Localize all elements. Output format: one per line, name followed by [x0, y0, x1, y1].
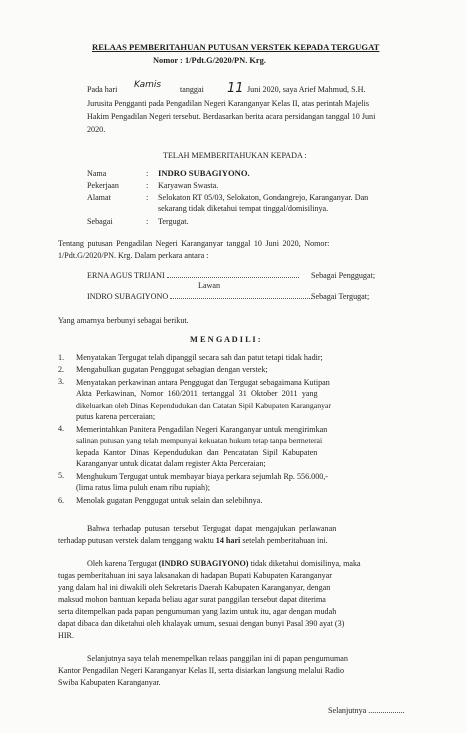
- colon: :: [146, 217, 149, 226]
- item-line: Mengabulkan gugatan Penggugat sebagian dengan verstek;: [76, 365, 268, 374]
- bahwa-line-2-post: setelah pemberitahuan ini.: [242, 536, 328, 545]
- selanjutnya-line-2: Kantor Pengadilan Negeri Karanganyar Kelas II, serta disiarkan langsung melalui Radio: [58, 666, 345, 675]
- amar-intro: Yang amarnya berbunyi sebagai berikut.: [58, 316, 189, 325]
- item-text: [76, 424, 407, 470]
- oleh-name: (INDRO SUBAGIYONO): [158, 559, 249, 568]
- bahwa-line-1: Bahwa terhadap putusan tersebut Tergugat dapat mengajukan perlawanan: [87, 524, 337, 533]
- item-number: 2.: [58, 365, 65, 374]
- lawan-label: Lawan: [198, 281, 221, 290]
- penggugat-name: [87, 271, 299, 282]
- item-line: (lima ratus lima puluh enam ribu rupiah);: [76, 483, 210, 493]
- tentang-line-1: Tentang putusan Pengadilan Negeri Karanganyar tanggal 10 Juni 2020, Nomor:: [58, 239, 330, 248]
- item-number: 5.: [58, 471, 65, 480]
- oleh-line: dapat dibaca dan diketahui oleh khalayak umum, sesuai dengan bunyi Pasal 390 ayat (3): [58, 619, 345, 628]
- oleh-line: tugas pemberitahuan ini saya laksanakan di hadapan Bupati Kabupaten Karanganyar: [58, 571, 332, 580]
- item-number: 4.: [58, 424, 65, 433]
- bahwa-line-2-pre: terhadap putusan verstek dalam tenggang waktu: [58, 536, 214, 545]
- opening-pre: Pada hari: [87, 85, 118, 94]
- pekerjaan-value: Karyawan Swasta.: [158, 181, 219, 190]
- oleh-line-1: [87, 559, 361, 570]
- handwritten-day: Kamis: [134, 80, 162, 90]
- item-text: [76, 471, 407, 494]
- alamat-value-line-2: sekarang tidak diketahui tempat tinggal/domisilinya.: [158, 204, 329, 213]
- item-line: Menghukum Tergugat untuk membayar biaya perkara sejumlah Rp. 556.000,-: [76, 472, 329, 481]
- alamat-value-line-1: Selokaton RT 05/03, Selokaton, Gondangrejo, Karanganyar. Dan: [158, 193, 369, 202]
- item-text: [76, 496, 407, 507]
- sebagai-label: Sebagai: [87, 217, 113, 226]
- oleh-post: tidak diketahui domisilinya, maka: [250, 559, 361, 568]
- selanjutnya-line-3: Swiba Kabupaten Karanganyar.: [58, 678, 161, 687]
- opening-line-3: Hakim Pengadilan Negeri tersebut. Berdasarkan berita acara persidangan tanggal 10 Juni: [87, 112, 376, 121]
- item-line: Memerintahkan Panitera Pengadilan Negeri Karanganyar untuk mengirimkan: [76, 425, 328, 434]
- handwritten-date: 11: [227, 81, 244, 96]
- opening-line-2: Jurusita Pengganti pada Pengadilan Negeri Karanganyar Kelas II, atas perintah Majelis: [87, 99, 370, 108]
- opening-line-1-mid: tanggai: [180, 85, 204, 94]
- oleh-line: yang dalam hal ini diwakili oleh Sekretaris Daerah Kabupaten Karanganyar, dengan: [58, 583, 331, 592]
- item-line: putus karena perceraian;: [76, 412, 156, 422]
- dotted-leader: [167, 277, 299, 278]
- item-number: 6.: [58, 496, 65, 505]
- dotted-leader: [170, 298, 312, 299]
- pekerjaan-label: Pekerjaan: [87, 181, 119, 190]
- mengadili-heading: M E N G A D I L I :: [190, 335, 261, 344]
- oleh-pre: Oleh karena Tergugat: [87, 559, 157, 568]
- item-line: Akta Perkawinan, Nomor 160/2011 tertanggal 31 Oktober 2011 yang: [76, 389, 318, 399]
- nama-value: INDRO SUBAGIYONO.: [158, 168, 250, 178]
- item-line: salinan putusan yang telah mempunyai kekuatan hukum tetap tanpa bermeterai: [76, 436, 323, 446]
- item-text: [76, 365, 407, 376]
- oleh-line: serta ditempelkan pada papan pengumuman yang lazim untuk itu, agar dengan mudah: [58, 607, 337, 616]
- colon: :: [146, 181, 149, 190]
- tergugat-name: [87, 292, 312, 303]
- item-number: 3.: [58, 377, 65, 386]
- item-text: [76, 353, 407, 364]
- bahwa-days: 14 hari: [215, 536, 241, 545]
- penggugat-role: Sebagai Penggugat;: [311, 271, 376, 280]
- colon: :: [146, 193, 149, 202]
- item-line: Menyatakan perkawinan antara Penggugat dan Tergugat sebagaimana Kutipan: [76, 378, 330, 387]
- continue-label: Selanjutnya ..................: [328, 706, 405, 715]
- item-text: [76, 377, 407, 423]
- item-line: kepada Kantor Dinas Kependudukan dan Pencatatan Sipil Kabupaten: [76, 447, 318, 457]
- tentang-line-2: 1/Pdt.G/2020/PN. Krg. Dalam perkara antara :: [58, 251, 209, 260]
- sebagai-value: Tergugat.: [158, 217, 189, 226]
- case-number: Nomor : 1/Pdt.G/2020/PN. Krg.: [153, 56, 266, 65]
- document-title: RELAAS PEMBERITAHUAN PUTUSAN VERSTEK KEPADA TERGUGAT: [92, 42, 380, 52]
- item-line: dikeluarkan oleh Dinas Kependudukan dan Catatan Sipil Kabupaten Karanganyar: [76, 400, 332, 410]
- oleh-line: HIR.: [58, 631, 74, 640]
- selanjutnya-line-1: Selanjutnya saya telah menempelkan relaas panggilan ini di papan pengumuman: [87, 654, 348, 663]
- item-number: 1.: [58, 353, 65, 362]
- nama-label: Nama: [87, 169, 107, 178]
- tergugat-name-text: INDRO SUBAGIYONO: [87, 292, 169, 301]
- opening-line-1: [87, 80, 162, 96]
- colon: :: [146, 169, 149, 178]
- item-line: Karanganyar untuk dicatat dalam register Akta Perceraian;: [76, 459, 266, 469]
- bahwa-line-2: [58, 536, 328, 547]
- notice-heading: TELAH MEMBERITAHUKAN KEPADA :: [163, 151, 307, 160]
- oleh-line: maksud mohon bantuan kepada beliau agar surat panggilan tersebut dapat diterima: [58, 595, 326, 604]
- opening-line-4: 2020.: [87, 125, 106, 134]
- item-line: Menyatakan Tergugat telah dipanggil secara sah dan patut tetapi tidak hadir;: [76, 353, 323, 362]
- alamat-label: Alamat: [87, 193, 111, 202]
- item-line: Menolak gugatan Penggugat untuk selain dan selebihnya.: [76, 496, 263, 505]
- penggugat-name-text: ERNA AGUS TRIJANI: [87, 271, 165, 280]
- opening-line-1-post: Juni 2020, saya Arief Mahmud, S.H.: [247, 85, 366, 94]
- tergugat-role: Sebagai Tergugat;: [311, 292, 370, 301]
